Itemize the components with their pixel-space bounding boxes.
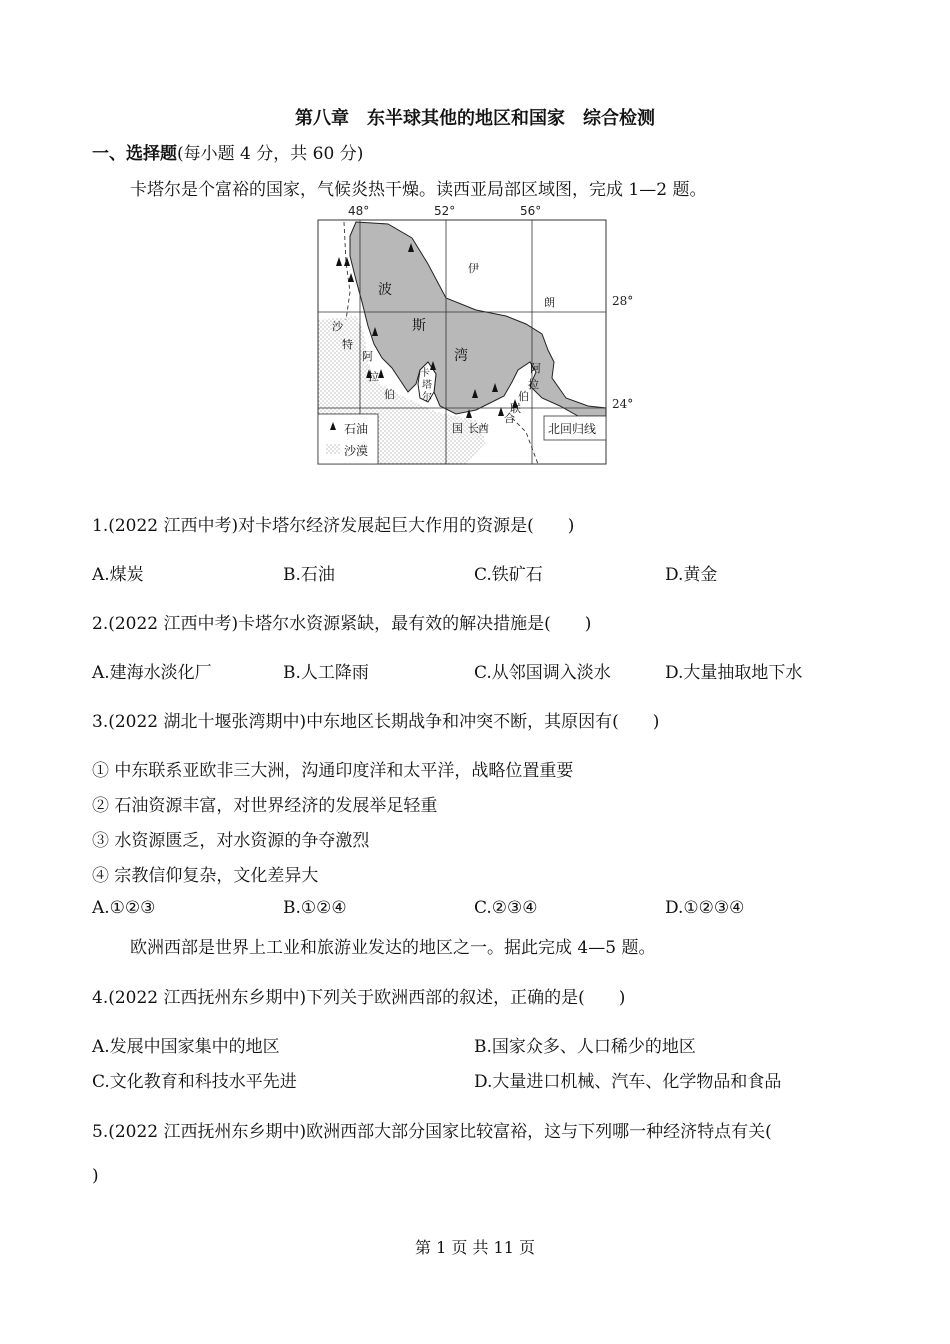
desert-legend-icon <box>326 444 340 454</box>
q3-item: ② 石油资源丰富，对世界经济的发展举足轻重 <box>92 796 438 816</box>
q1-option-d[interactable]: D.黄金 <box>665 565 718 585</box>
page-title: 第八章 东半球其他的地区和国家 综合检测 <box>295 108 655 129</box>
q3-option-a[interactable]: A.①②③ <box>92 898 156 918</box>
label-qatar: 卡 <box>420 368 430 379</box>
label-uae: 拉 <box>528 378 539 391</box>
label-saudi: 沙 <box>332 320 343 333</box>
label-uae: 伯 <box>518 390 529 403</box>
q3-option-c[interactable]: C.②③④ <box>474 898 538 918</box>
label-qatar: 尔 <box>422 392 432 403</box>
question-2-stem: 2.(2022 江西中考)卡塔尔水资源紧缺，最有效的解决措施是( ) <box>92 614 592 634</box>
q4-option-c[interactable]: C.文化教育和科技水平先进 <box>92 1072 297 1092</box>
intro-2: 欧洲西部是世界上工业和旅游业发达的地区之一。据此完成 4—5 题。 <box>130 938 656 958</box>
label-gulf: 波 <box>378 282 392 298</box>
label-arabia: 伯 <box>384 388 395 401</box>
q4-option-b[interactable]: B.国家众多、人口稀少的地区 <box>474 1037 696 1057</box>
longitude-label: 56° <box>520 204 542 218</box>
question-5-stem-end: ) <box>92 1166 99 1186</box>
q3-item: ③ 水资源匮乏，对水资源的争夺激烈 <box>92 831 370 851</box>
label-saudi: 特 <box>342 338 353 351</box>
section-note: (每小题 4 分，共 60 分) <box>177 144 364 164</box>
label-uae: 合 <box>504 412 515 425</box>
label-gulf: 湾 <box>454 348 468 364</box>
intro-1: 卡塔尔是个富裕的国家，气候炎热干燥。读西亚局部区域图，完成 1—2 题。 <box>130 180 707 200</box>
section-heading <box>92 139 363 164</box>
label-uae: 阿 <box>530 362 541 375</box>
q2-option-d[interactable]: D.大量抽取地下水 <box>665 663 803 683</box>
page-footer: 第 1 页 共 11 页 <box>415 1238 535 1257</box>
q3-item: ① 中东联系亚欧非三大洲，沟通印度洋和太平洋，战略位置重要 <box>92 761 574 781</box>
longitude-label: 52° <box>434 204 456 218</box>
label-arabia: 阿 <box>362 350 373 363</box>
label-arabia: 拉 <box>368 370 379 383</box>
question-3-stem: 3.(2022 湖北十堰张湾期中)中东地区长期战争和冲突不断，其原因有( ) <box>92 712 660 732</box>
q2-option-c[interactable]: C.从邻国调入淡水 <box>474 663 611 683</box>
q3-option-b[interactable]: B.①②④ <box>283 898 347 918</box>
label-uae: 酋 <box>478 422 489 435</box>
q1-option-a[interactable]: A.煤炭 <box>92 565 144 585</box>
latitude-label: 24° <box>612 397 634 411</box>
question-4-stem: 4.(2022 江西抚州东乡期中)下列关于欧洲西部的叙述，正确的是( ) <box>92 988 626 1008</box>
west-asia-map <box>316 202 610 466</box>
legend-oil: 石油 <box>344 422 369 436</box>
q3-item: ④ 宗教信仰复杂，文化差异大 <box>92 866 319 886</box>
q2-option-b[interactable]: B.人工降雨 <box>283 663 369 683</box>
label-iran: 朗 <box>544 296 555 309</box>
latitude-label: 28° <box>612 294 634 308</box>
q4-option-a[interactable]: A.发展中国家集中的地区 <box>92 1037 280 1057</box>
question-1-stem: 1.(2022 江西中考)对卡塔尔经济发展起巨大作用的资源是( ) <box>92 516 575 536</box>
question-5-stem: 5.(2022 江西抚州东乡期中)欧洲西部大部分国家比较富裕，这与下列哪一种经济特点有关( <box>92 1122 772 1142</box>
q4-option-d[interactable]: D.大量进口机械、汽车、化学物品和食品 <box>474 1072 782 1092</box>
tropic-label: 北回归线 <box>548 422 597 436</box>
label-qatar: 塔 <box>422 380 432 391</box>
section-label: 一、选择题 <box>92 144 177 164</box>
q1-option-c[interactable]: C.铁矿石 <box>474 565 543 585</box>
label-uae: 国 <box>452 422 463 435</box>
legend-desert: 沙漠 <box>344 444 369 458</box>
q3-option-d[interactable]: D.①②③④ <box>665 898 745 918</box>
q1-option-b[interactable]: B.石油 <box>283 565 335 585</box>
label-uae: 长 <box>468 422 479 435</box>
label-iran: 伊 <box>468 262 479 275</box>
label-gulf: 斯 <box>412 318 426 334</box>
q2-option-a[interactable]: A.建海水淡化厂 <box>92 663 212 683</box>
label-uae: 联 <box>510 402 521 415</box>
longitude-label: 48° <box>348 204 370 218</box>
